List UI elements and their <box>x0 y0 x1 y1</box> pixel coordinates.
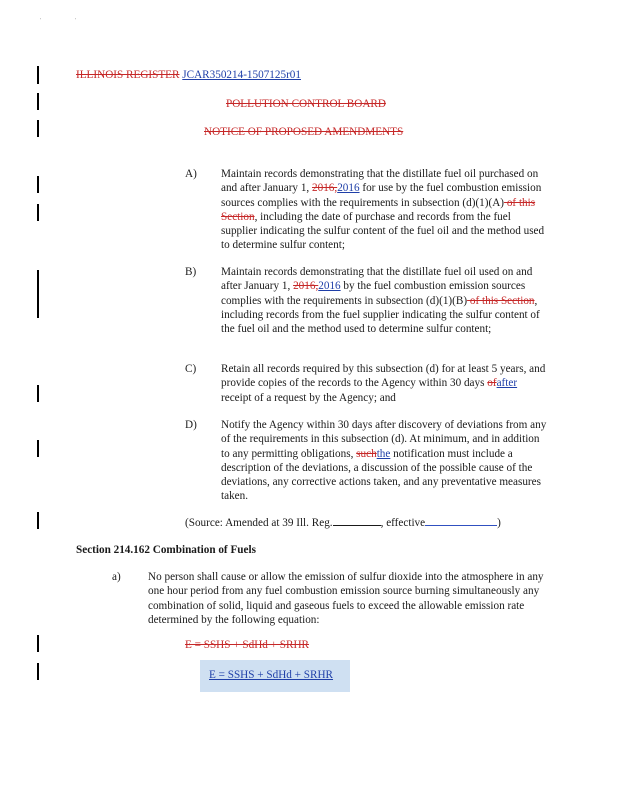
deleted-section-ref: of this Section <box>221 196 536 223</box>
reg-blank <box>333 515 381 526</box>
section-heading: Section 214.162 Combination of Fuels <box>76 544 256 556</box>
register-header <box>76 68 301 82</box>
inserted-year: 2016 <box>337 182 360 195</box>
source-note: (Source: Amended at 39 Ill. Reg. , effective ) <box>185 517 501 529</box>
change-bar <box>37 204 39 221</box>
item-c-text: Retain all records required by this subsection (d) for at least 5 years, and provide copies of the records to the Agency within 30 days ofafter receipt of a request by the Agency; and <box>221 363 546 404</box>
jcar-code: JCAR350214-1507125r01 <box>182 69 301 81</box>
scan-mark: ' <box>75 18 77 24</box>
scan-mark: ' <box>40 18 42 24</box>
change-bar <box>37 635 39 652</box>
inserted-word: the <box>376 447 391 460</box>
change-bar <box>37 440 39 457</box>
notice-title: NOTICE OF PROPOSED AMENDMENTS <box>204 126 404 138</box>
deleted-word: such <box>356 447 377 460</box>
change-bar <box>37 385 39 402</box>
item-d-text: Notify the Agency within 30 days after discovery of deviations from any of the requirements in this subsection (d). At minimum, and in addition to any permitting obligations, suchthe notification must include a description of the deviations, a discussion of the possible cause of the deviations, any corrective actions taken, and any preventative measures taken. <box>221 419 547 503</box>
deleted-year: 2016, <box>312 182 338 195</box>
item-d-label: D) <box>185 419 197 431</box>
change-bar <box>37 66 39 84</box>
equation-deleted: E = SSHS + SdHd + SRHR <box>185 639 310 651</box>
item-b-label: B) <box>185 266 197 278</box>
change-bar <box>37 270 39 318</box>
change-bar <box>37 176 39 193</box>
subsection-a-text: No person shall cause or allow the emission of sulfur dioxide into the atmosphere in any one hour period from any fuel combustion emission source burning simultaneously any combination of solid, liquid and gaseous fuels to exceed the allowable emission rate determined by the following equation: <box>148 571 544 626</box>
item-a-label: A) <box>185 168 197 180</box>
deleted-year: 2016, <box>293 280 319 293</box>
effective-date-blank <box>425 515 497 526</box>
board-title: POLLUTION CONTROL BOARD <box>226 98 386 110</box>
item-a-text: Maintain records demonstrating that the distillate fuel oil purchased on and after January 1, 2016,2016 for use by the fuel combustion emission sources complies with the requirements in subsection (d)(1)(A) of this Section, including the date of purchase and records from the fuel supplier indicating the sulfur content of the fuel oil and the method used to determine sulfur content; <box>221 168 545 252</box>
register-title-deleted: ILLINOIS REGISTER <box>76 69 180 81</box>
change-bar <box>37 120 39 137</box>
item-b-text: Maintain records demonstrating that the distillate fuel oil used on and after January 1, 2016,2016 by the fuel combustion emission sources complies with the requirements in subsection (d)(1)(B) of this Section, including records from the fuel supplier indicating the sulfur content of the fuel oil and the method used to determine sulfur content; <box>221 266 540 336</box>
deleted-section-ref: of this Section <box>467 294 535 307</box>
change-bar <box>37 663 39 680</box>
deleted-word: of <box>487 377 497 390</box>
item-c-label: C) <box>185 363 197 375</box>
change-bar <box>37 93 39 110</box>
inserted-year: 2016 <box>318 280 341 293</box>
inserted-word: after <box>496 377 518 390</box>
change-bar <box>37 512 39 529</box>
subsection-a-label: a) <box>112 571 121 583</box>
equation-inserted: E = SSHS + SdHd + SRHR <box>209 669 334 681</box>
